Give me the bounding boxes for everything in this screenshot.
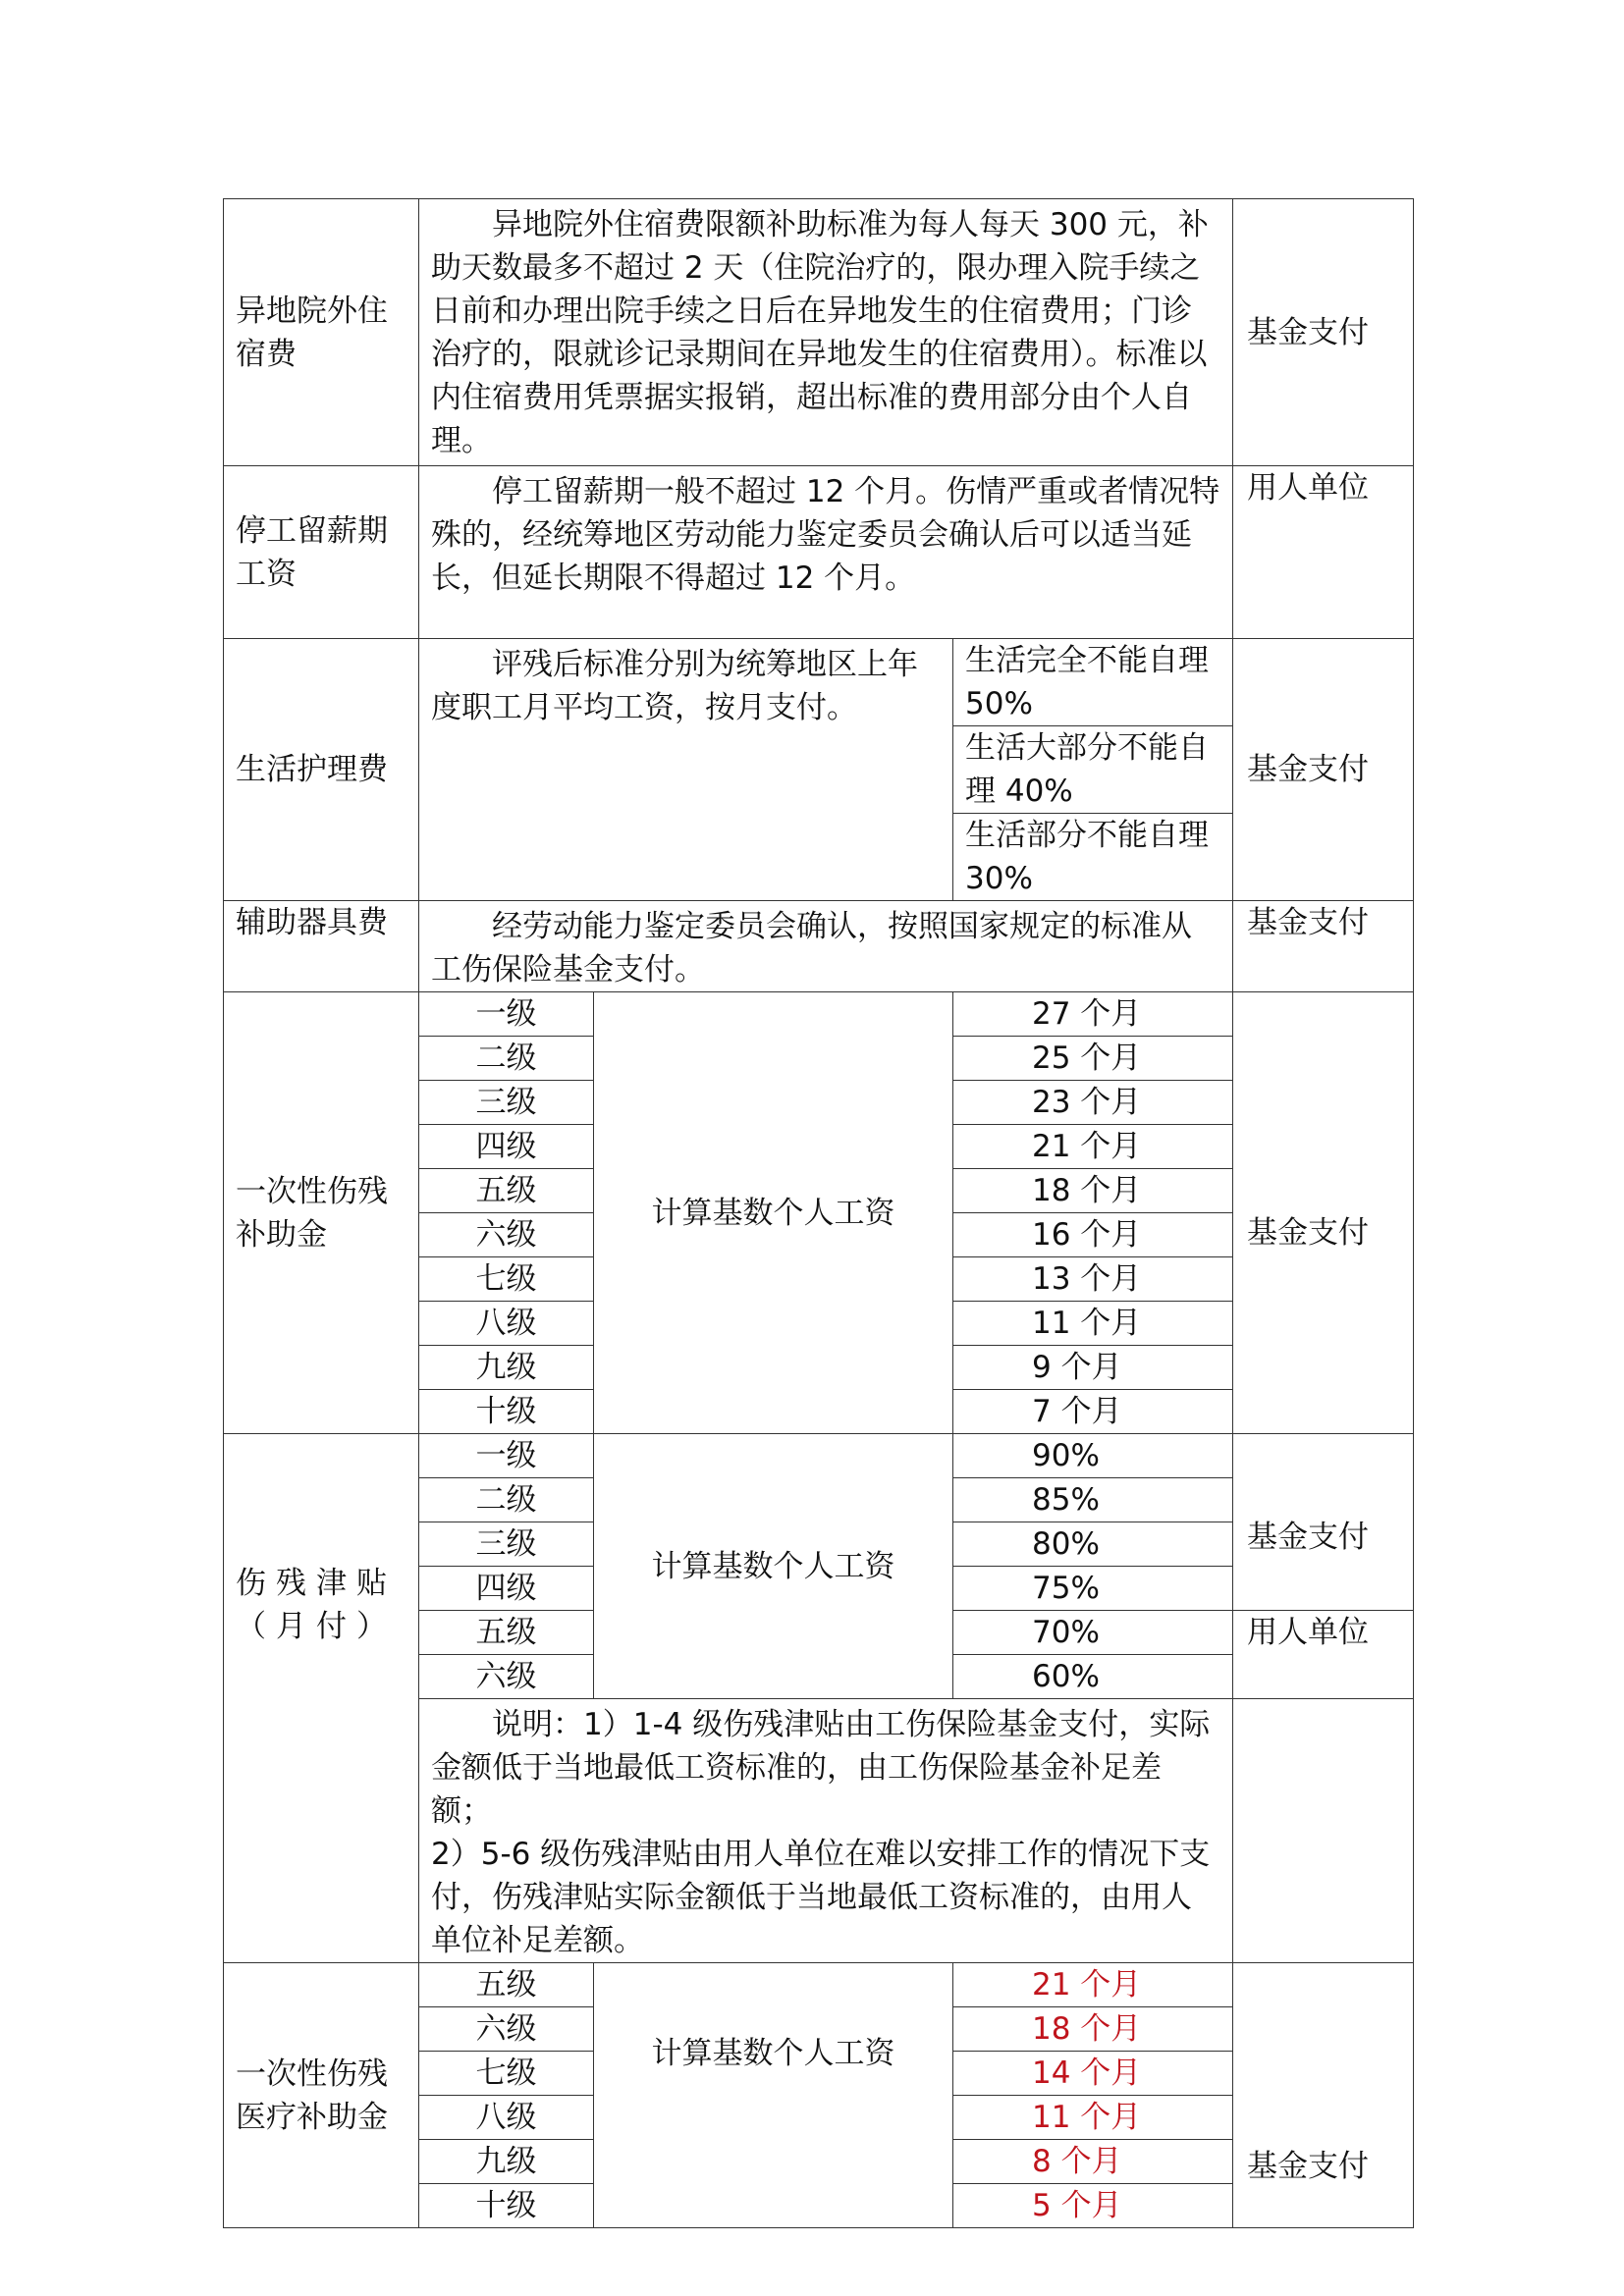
category-cell: 辅助器具费 (224, 901, 419, 992)
benefits-table (223, 198, 1414, 2228)
grade-cell: 一级 (419, 992, 594, 1037)
grade-cell: 七级 (419, 2052, 594, 2096)
nursing-level-cell: 生活部分不能自理 30% (953, 814, 1233, 901)
category-cell: 停工留薪期工资 (224, 466, 419, 639)
category-cell: 生活护理费 (224, 639, 419, 901)
nursing-level-cell: 生活大部分不能自理 40% (953, 726, 1233, 814)
grade-cell: 五级 (419, 1169, 594, 1213)
value-cell: 16 个月 (953, 1213, 1233, 1257)
payer-cell: 基金支付 (1233, 1963, 1414, 2228)
grade-cell: 四级 (419, 1125, 594, 1169)
grade-cell: 六级 (419, 1213, 594, 1257)
basis-cell: 计算基数个人工资 (594, 992, 953, 1434)
value-cell: 23 个月 (953, 1081, 1233, 1125)
grade-cell: 五级 (419, 1963, 594, 2007)
grade-cell: 六级 (419, 2007, 594, 2052)
value-cell: 80% (953, 1522, 1233, 1567)
grade-cell: 六级 (419, 1655, 594, 1699)
value-cell: 70% (953, 1611, 1233, 1655)
nursing-level-cell: 生活完全不能自理 50% (953, 639, 1233, 726)
grade-cell: 四级 (419, 1567, 594, 1611)
grade-cell: 一级 (419, 1434, 594, 1478)
table-row (224, 199, 1414, 466)
payer-cell: 基金支付 (1233, 1434, 1414, 1611)
grade-cell: 八级 (419, 2096, 594, 2140)
value-cell: 21 个月 (953, 1963, 1233, 2007)
table-row (224, 901, 1414, 992)
category-cell: 一次性伤残医疗补助金 (224, 1963, 419, 2228)
basis-cell: 计算基数个人工资 (594, 1434, 953, 1699)
value-cell: 27 个月 (953, 992, 1233, 1037)
value-cell: 13 个月 (953, 1257, 1233, 1302)
note-cell (419, 1699, 1233, 1963)
value-cell: 5 个月 (953, 2184, 1233, 2228)
grade-cell: 九级 (419, 1346, 594, 1390)
table-row (224, 466, 1414, 639)
basis-cell: 计算基数个人工资 (594, 1963, 953, 2228)
value-cell: 75% (953, 1567, 1233, 1611)
value-cell: 7 个月 (953, 1390, 1233, 1434)
value-cell: 21 个月 (953, 1125, 1233, 1169)
grade-cell: 二级 (419, 1037, 594, 1081)
payer-cell: 用人单位 (1233, 1611, 1414, 1699)
payer-cell: 基金支付 (1233, 199, 1414, 466)
value-cell: 9 个月 (953, 1346, 1233, 1390)
value-cell: 90% (953, 1434, 1233, 1478)
category-cell: 一次性伤残补助金 (224, 992, 419, 1434)
grade-cell: 五级 (419, 1611, 594, 1655)
empty-cell (1233, 1699, 1414, 1963)
description-cell: 异地院外住宿费限额补助标准为每人每天 300 元，补助天数最多不超过 2 天（住院治疗的，限办理入院手续之日前和办理出院手续之日后在异地发生的住宿费用；门诊治疗的，限就诊记录期间在异地发生的住宿费用）。标准以内住宿费用凭票据实报销，超出标准的费用部分由个人自理。 (419, 199, 1233, 466)
value-cell: 11 个月 (953, 1302, 1233, 1346)
grade-cell: 八级 (419, 1302, 594, 1346)
table-row (224, 1434, 1414, 1478)
value-cell: 18 个月 (953, 1169, 1233, 1213)
table-row (224, 1963, 1414, 2007)
note-line: 2）5-6 级伤残津贴由用人单位在难以安排工作的情况下支付，伤残津贴实际金额低于当地最低工资标准的，由用人单位补足差额。 (431, 1837, 1211, 1958)
grade-cell: 十级 (419, 2184, 594, 2228)
grade-cell: 十级 (419, 1390, 594, 1434)
grade-cell: 九级 (419, 2140, 594, 2184)
description-cell: 停工留薪期一般不超过 12 个月。伤情严重或者情况特殊的，经统筹地区劳动能力鉴定委员会确认后可以适当延长，但延长期限不得超过 12 个月。 (419, 466, 1233, 639)
value-cell: 25 个月 (953, 1037, 1233, 1081)
grade-cell: 七级 (419, 1257, 594, 1302)
table-row (224, 639, 1414, 726)
value-cell: 18 个月 (953, 2007, 1233, 2052)
value-cell: 8 个月 (953, 2140, 1233, 2184)
description-cell: 评残后标准分别为统筹地区上年度职工月平均工资，按月支付。 (419, 639, 953, 901)
payer-cell: 基金支付 (1233, 901, 1414, 992)
value-cell: 60% (953, 1655, 1233, 1699)
category-cell: 异地院外住宿费 (224, 199, 419, 466)
category-cell: 伤残津贴（月付） (224, 1434, 419, 1963)
grade-cell: 三级 (419, 1522, 594, 1567)
payer-cell: 基金支付 (1233, 992, 1414, 1434)
table-row (224, 992, 1414, 1037)
value-cell: 11 个月 (953, 2096, 1233, 2140)
description-cell: 经劳动能力鉴定委员会确认，按照国家规定的标准从工伤保险基金支付。 (419, 901, 1233, 992)
note-line: 说明：1）1-4 级伤残津贴由工伤保险基金支付，实际金额低于当地最低工资标准的，由工伤保险基金补足差额； (431, 1707, 1211, 1829)
payer-cell: 用人单位 (1233, 466, 1414, 639)
value-cell: 85% (953, 1478, 1233, 1522)
grade-cell: 二级 (419, 1478, 594, 1522)
value-cell: 14 个月 (953, 2052, 1233, 2096)
payer-cell: 基金支付 (1233, 639, 1414, 901)
grade-cell: 三级 (419, 1081, 594, 1125)
